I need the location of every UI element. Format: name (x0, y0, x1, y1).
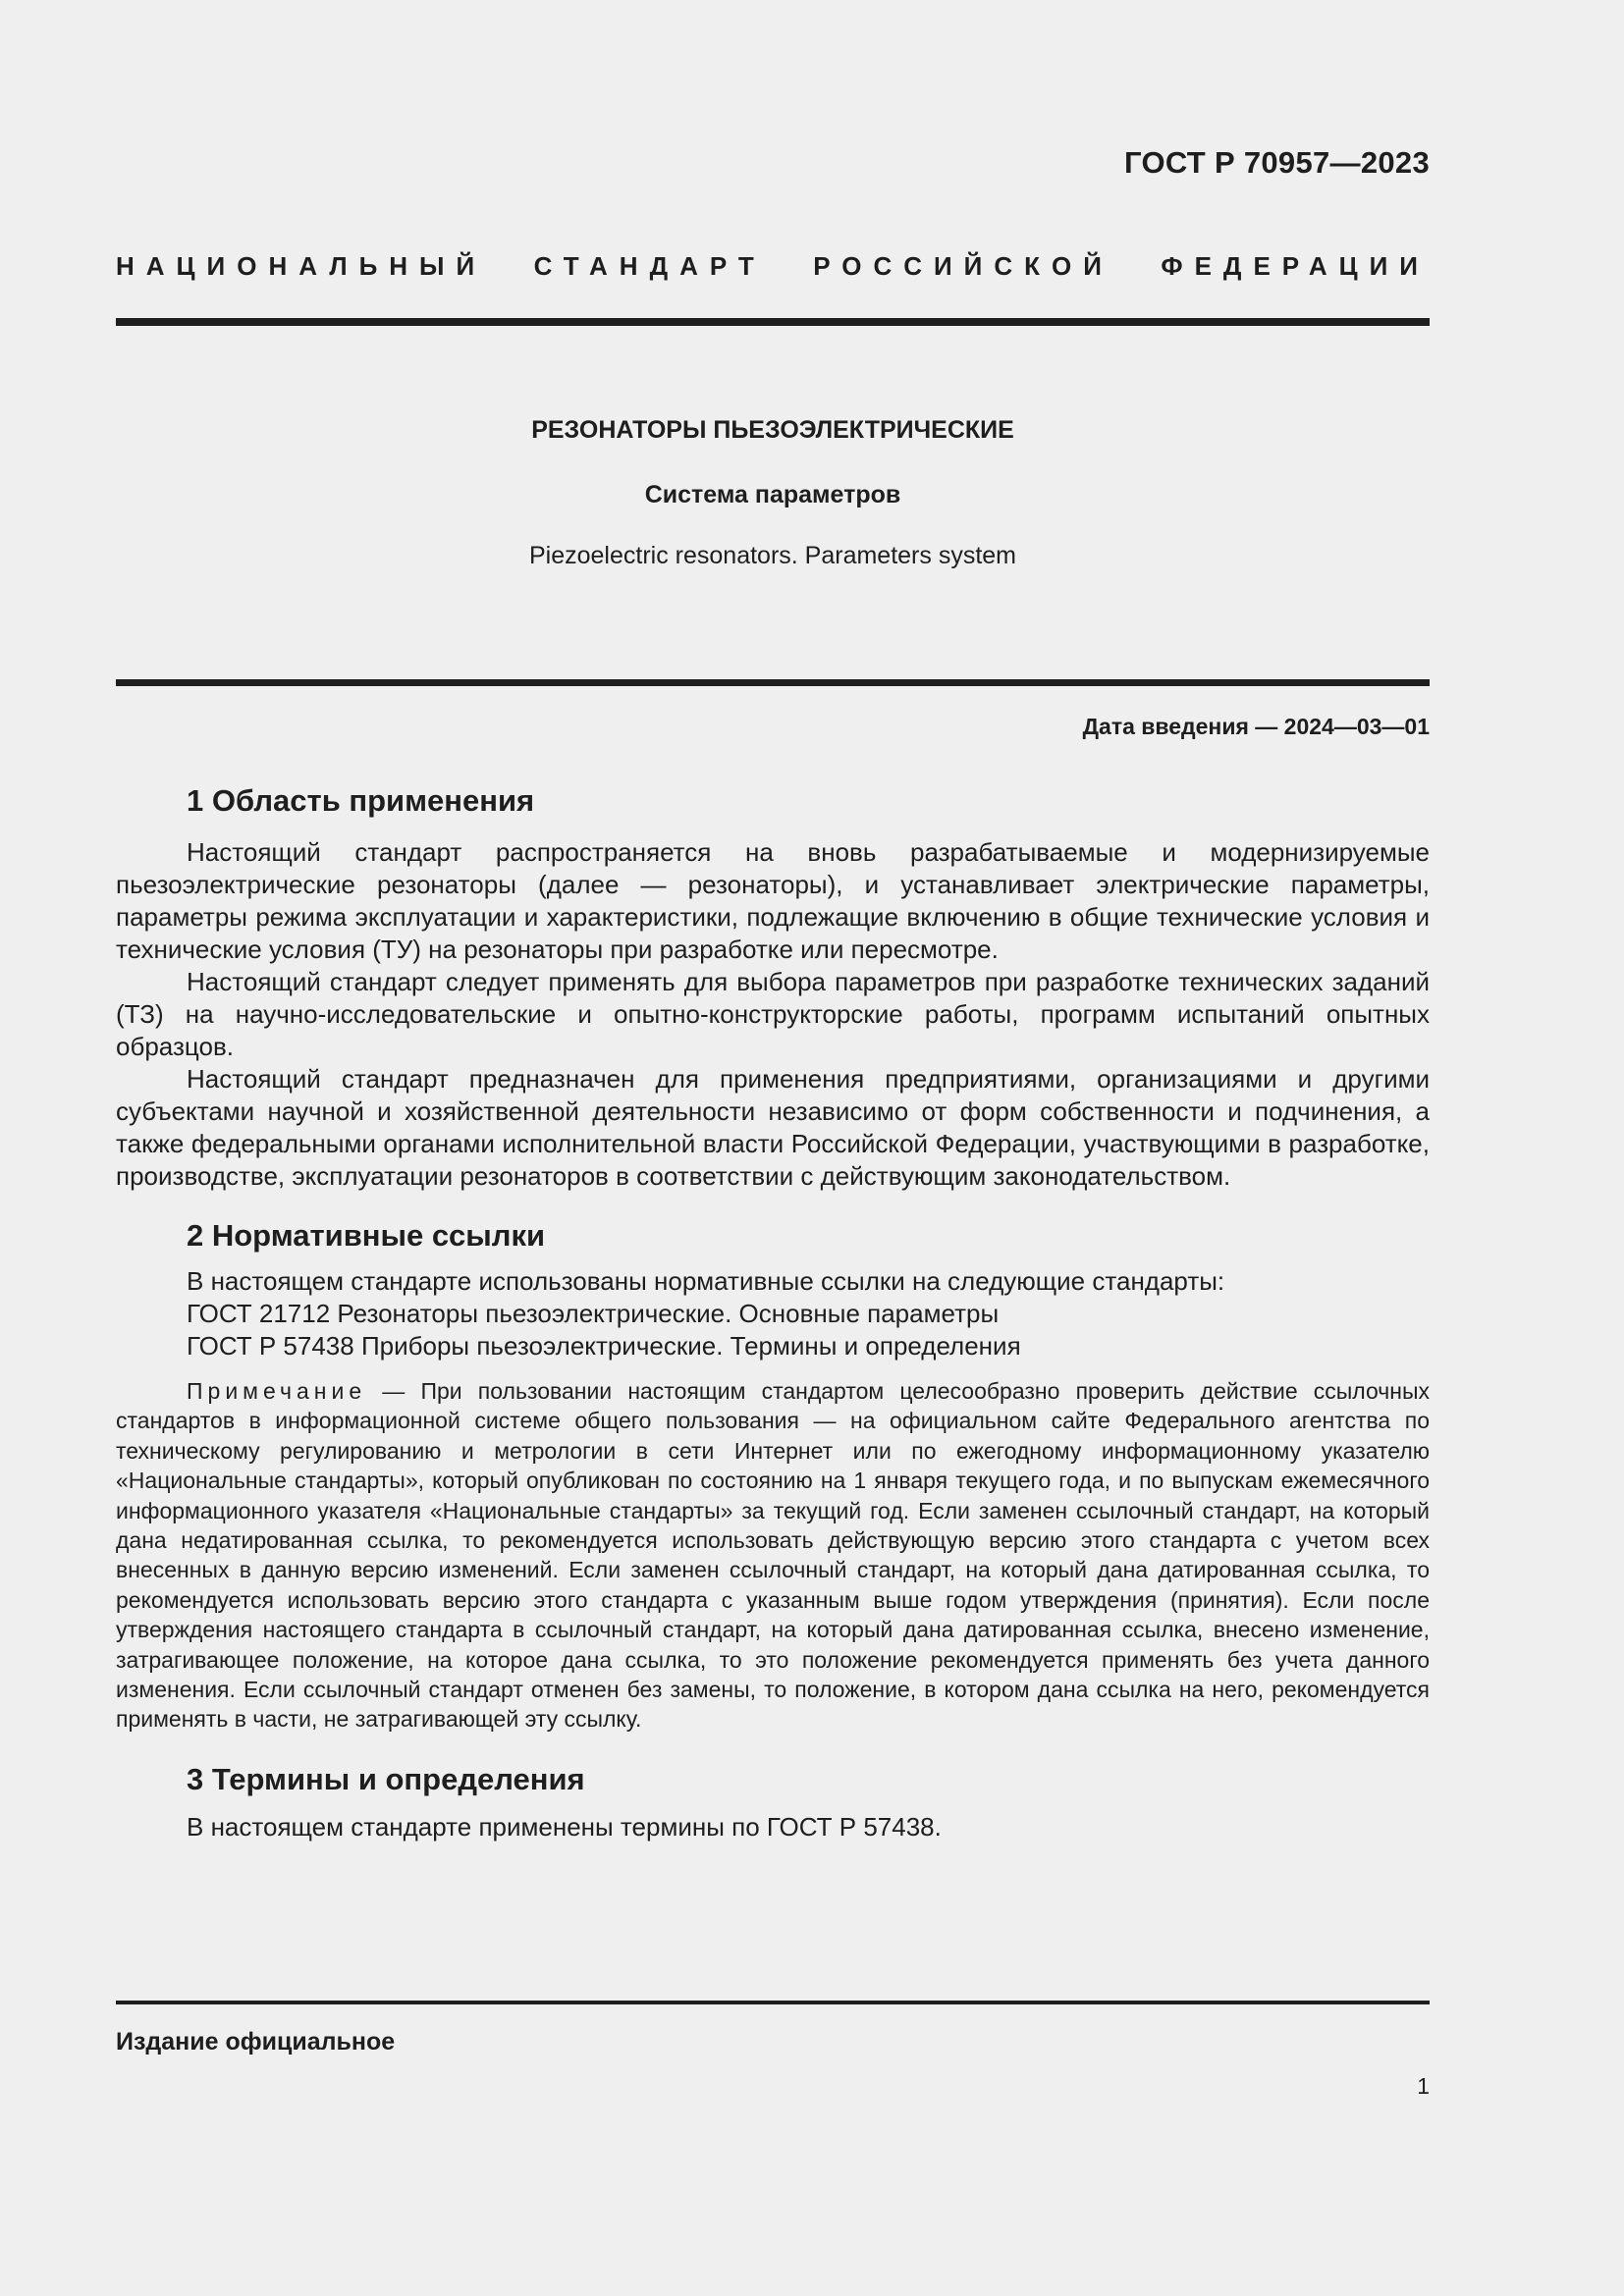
footer-divider (116, 2001, 1430, 2004)
header-divider (116, 318, 1430, 326)
official-edition-label: Издание официальное (116, 2028, 396, 2056)
section-3-paragraph: В настоящем стандарте применены термины по ГОСТ Р 57438. (187, 1811, 942, 1842)
document-body (116, 781, 1430, 1843)
introduction-date: Дата введения — 2024—03—01 (1082, 714, 1430, 739)
national-standard-header: НАЦИОНАЛЬНЫЙ СТАНДАРТ РОССИЙСКОЙ ФЕДЕРАЦИИ (116, 251, 1430, 281)
document-subtitle: Система параметров (644, 481, 901, 508)
note-text: — При пользовании настоящим стандартом целесообразно проверить действие ссылочных стандартов в информационной системе общего пользования — на официальном сайте Федерального агентства по техническому регулированию и метрологии в сети Интернет или по ежегодному информационному указателю «Национальные стандарты», который опубликован по состоянию на 1 января текущего года, и по выпускам ежемесячного информационного указателя «Национальные стандарты» за текущий год. Если заменен ссылочный стандарт, на который дана недатированная ссылка, то рекомендуется использовать действующую версию этого стандарта с учетом всех внесенных в данную версию изменений. Если заменен ссылочный стандарт, на который дана датированная ссылка, то рекомендуется использовать версию этого стандарта с указанным выше годом утверждения (принятия). Если после утверждения настоящего стандарта в ссылочный стандарт, на который дана датированная ссылка, внесено изменение, затрагивающее положение, на которое дана ссылка, то это положение рекомендуется применять без учета данного изменения. Если ссылочный стандарт отменен без замены, то положение, в котором дана ссылка на него, рекомендуется применять в части, не затрагивающей эту ссылку. (116, 1378, 1430, 1733)
section-1-heading: 1 Область применения (187, 783, 535, 818)
section-1-paragraph: Настоящий стандарт распространяется на вновь разрабатываемые и модернизируемые пьезоэлектрические резонаторы (далее — резонаторы), и устанавливает электрические параметры, параметры режима эксплуатации и характеристики, подлежащие включению в общие технические условия и технические условия (ТУ) на резонаторы при разработке или пересмотре. (116, 837, 1430, 964)
document-number: ГОСТ Р 70957—2023 (1124, 145, 1430, 180)
section-1-paragraph: Настоящий стандарт следует применять для выбора параметров при разработке технических заданий (ТЗ) на научно-исследовательские и опытно-конструкторские работы, программ испытаний опытных образцов. (116, 967, 1430, 1061)
note-label: Примечание (187, 1378, 367, 1404)
reference-item: ГОСТ 21712 Резонаторы пьезоэлектрические. Основные параметры (187, 1299, 1000, 1328)
note-paragraph (116, 1376, 1430, 1735)
references-intro: В настоящем стандарте использованы нормативные ссылки на следующие стандарты: (187, 1266, 1225, 1296)
section-3-heading: 3 Термины и определения (187, 1761, 585, 1796)
english-title: Piezoelectric resonators. Parameters system (528, 542, 1016, 569)
section-2-heading: 2 Нормативные ссылки (187, 1218, 546, 1253)
reference-item: ГОСТ Р 57438 Приборы пьезоэлектрические. Термины и определения (187, 1331, 1021, 1361)
normative-references-list (116, 1265, 1430, 1362)
title-divider (116, 679, 1430, 686)
page-number: 1 (1417, 2073, 1430, 2099)
section-1-paragraph: Настоящий стандарт предназначен для применения предприятиями, организациями и другими субъектами научной и хозяйственной деятельности независимо от форм собственности и подчинения, а также федеральными органами исполнительной власти Российской Федерации, участвующими в разработке, производстве, эксплуатации резонаторов в соответствии с действующим законодательством. (116, 1064, 1430, 1191)
document-title: РЕЗОНАТОРЫ ПЬЕЗОЭЛЕКТРИЧЕСКИЕ (531, 416, 1014, 444)
